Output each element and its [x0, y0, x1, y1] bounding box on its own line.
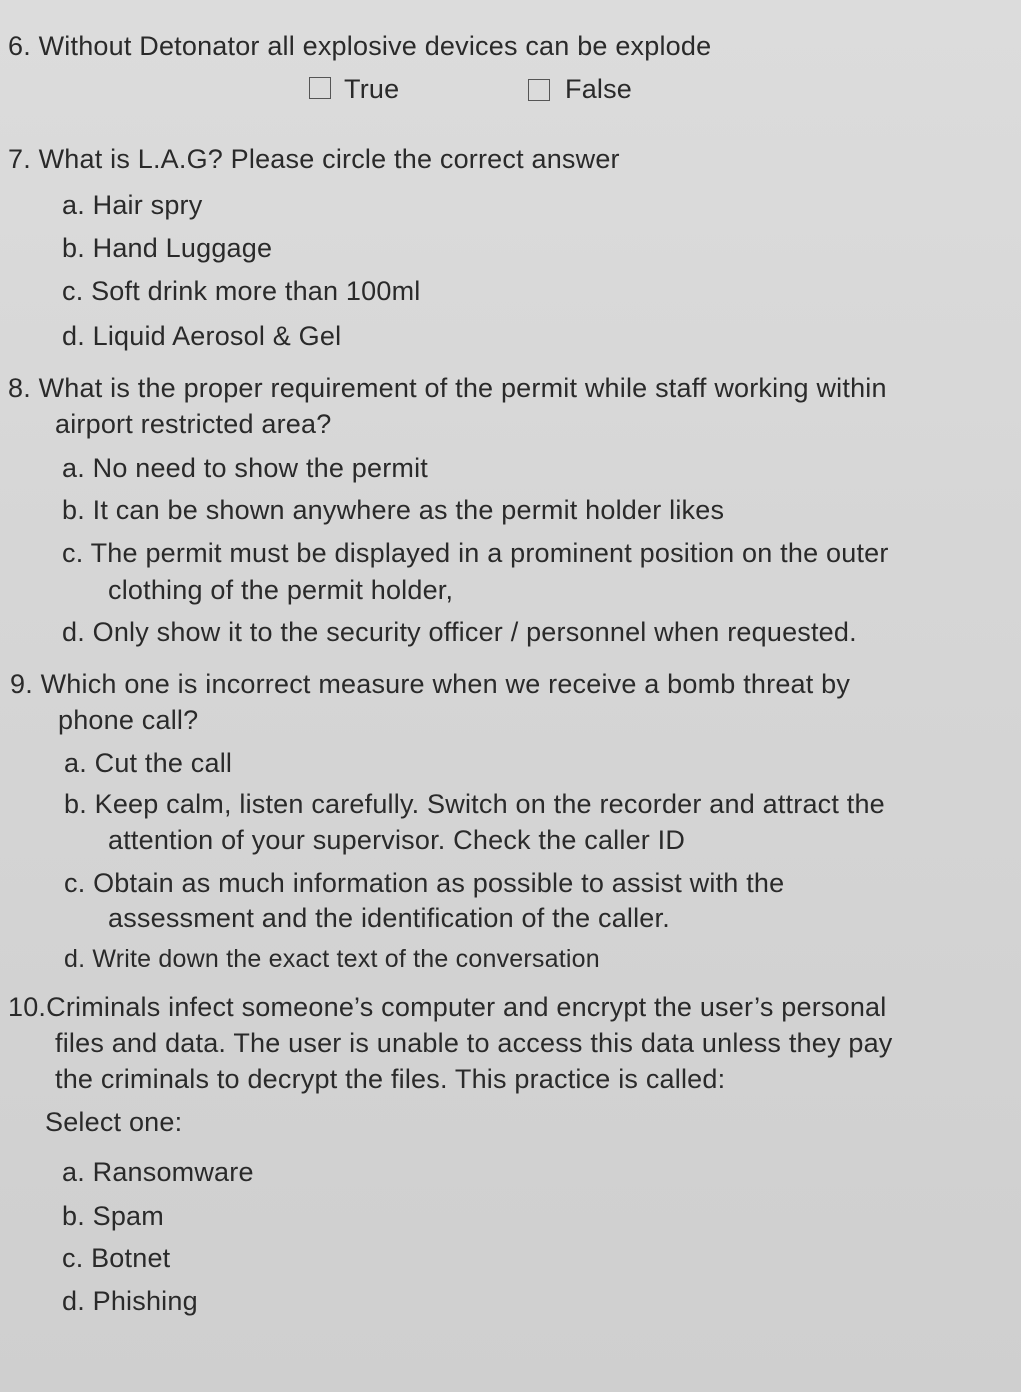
question-10-option-b[interactable]: b. Spam [62, 1201, 164, 1231]
question-7-option-c[interactable]: c. Soft drink more than 100ml [62, 276, 421, 306]
true-label: True [344, 74, 400, 104]
question-10-option-d[interactable]: d. Phishing [62, 1286, 198, 1316]
question-10-option-a[interactable]: a. Ransomware [62, 1157, 254, 1187]
false-label: False [565, 74, 633, 104]
question-6-text: 6. Without Detonator all explosive devices can be explode [8, 31, 712, 61]
question-10-text-line1: 10.Criminals infect someone’s computer and encrypt the user’s personal [8, 992, 887, 1022]
question-7-option-d[interactable]: d. Liquid Aerosol & Gel [62, 321, 342, 351]
select-one-label: Select one: [45, 1107, 183, 1137]
question-7-option-b[interactable]: b. Hand Luggage [62, 233, 273, 263]
question-10-text-line3: the criminals to decrypt the files. This practice is called: [55, 1064, 726, 1094]
question-8-option-c-line1[interactable]: c. The permit must be displayed in a prominent position on the outer [62, 538, 889, 568]
false-checkbox[interactable] [528, 79, 550, 101]
question-8-option-d[interactable]: d. Only show it to the security officer / personnel when requested. [62, 617, 857, 647]
question-9-option-b-line1[interactable]: b. Keep calm, listen carefully. Switch on the recorder and attract the [64, 789, 885, 819]
question-9-option-d[interactable]: d. Write down the exact text of the conversation [64, 945, 600, 973]
question-10-text-line2: files and data. The user is unable to access this data unless they pay [55, 1028, 893, 1058]
question-9-option-c-line2: assessment and the identification of the caller. [108, 903, 670, 933]
question-9-option-a[interactable]: a. Cut the call [64, 748, 233, 778]
question-9-option-c-line1[interactable]: c. Obtain as much information as possible to assist with the [64, 868, 785, 898]
question-8-option-b[interactable]: b. It can be shown anywhere as the permit holder likes [62, 495, 725, 525]
question-10-option-c[interactable]: c. Botnet [62, 1243, 171, 1273]
question-9-text-line1: 9. Which one is incorrect measure when we receive a bomb threat by [10, 669, 851, 699]
question-8-option-a[interactable]: a. No need to show the permit [62, 453, 429, 483]
question-9-text-line2: phone call? [58, 705, 199, 735]
question-8-text-line2: airport restricted area? [55, 409, 332, 439]
question-8-option-c-line2: clothing of the permit holder, [108, 575, 454, 605]
question-9-option-b-line2: attention of your supervisor. Check the caller ID [108, 825, 686, 855]
question-7-text: 7. What is L.A.G? Please circle the correct answer [8, 144, 620, 174]
question-7-option-a[interactable]: a. Hair spry [62, 190, 203, 220]
question-8-text-line1: 8. What is the proper requirement of the permit while staff working within [8, 373, 887, 403]
true-checkbox[interactable] [309, 77, 331, 99]
